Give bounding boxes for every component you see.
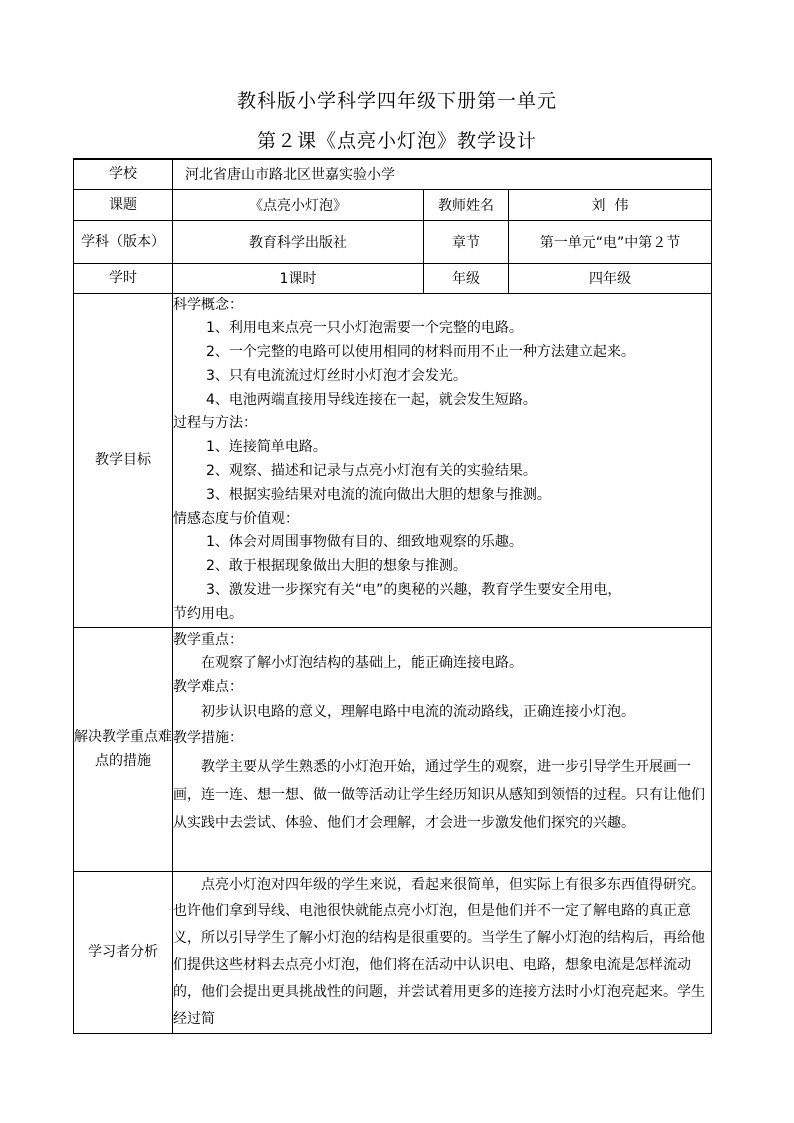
process-item: 2、观察、描述和记录与点亮小灯泡有关的实验结果。 [206, 463, 537, 480]
school-value: 河北省唐山市路北区世嘉实验小学 [173, 159, 712, 189]
difficulty-title: 教学难点： [173, 679, 243, 696]
measure-title: 教学措施： [173, 730, 243, 747]
keypoints-row [74, 627, 712, 871]
teacher-value: 刘 伟 [509, 189, 712, 220]
keypoints-content [173, 627, 712, 871]
attitude-item: 1、体会对周围事物做有目的、细致地观察的乐趣。 [206, 534, 523, 551]
subject-value: 教育科学出版社 [173, 220, 424, 263]
period-label: 学时 [74, 263, 173, 293]
learners-content [173, 871, 712, 1033]
goals-label: 教学目标 [74, 293, 173, 627]
concept-item: 1、利用电来点亮一只小灯泡需要一个完整的电路。 [206, 320, 523, 337]
concept-item: 3、只有电流流过灯丝时小灯泡才会发光。 [206, 367, 467, 384]
process-title: 过程与方法： [173, 415, 257, 432]
teacher-label: 教师姓名 [424, 189, 509, 220]
lesson-plan-table [73, 158, 712, 1034]
attitude-item: 3、激发进一步探究有关“电”的奥秘的兴趣，教育学生要安全用电， [206, 582, 622, 599]
process-item: 1、连接简单电路。 [206, 439, 327, 456]
topic-value: 《点亮小灯泡》 [173, 189, 424, 220]
keypoints-label: 解决教学重点难点的措施 [74, 627, 173, 871]
concept-item: 2、一个完整的电路可以使用相同的材料而用不止一种方法建立起来。 [206, 344, 635, 361]
grade-label: 年级 [424, 263, 509, 293]
learners-row [74, 871, 712, 1033]
grade-value: 四年级 [509, 263, 712, 293]
concept-item: 4、电池两端直接用导线连接在一起，就会发生短路。 [206, 391, 537, 408]
focus-text: 在观察了解小灯泡结构的基础上，能正确连接电路。 [201, 655, 523, 672]
goals-content [173, 293, 712, 627]
period-row [74, 263, 712, 293]
attitude-title: 情感态度与价值观： [173, 510, 299, 527]
school-label: 学校 [74, 159, 173, 189]
topic-label: 课题 [74, 189, 173, 220]
school-row [74, 159, 712, 189]
learners-label: 学习者分析 [74, 871, 173, 1033]
learners-text: 点亮小灯泡对四年级的学生来说，看起来很简单，但实际上有很多东西值得研究。也许他们拿到导线、电池很快就能点亮小灯泡，但是他们并不一定了解电路的真正意义，所以引导学生了解小灯泡的结构是很重要的。当学生了解小灯泡的结构后，再给他们提供这些材料去点亮小灯泡，他们将在活动中认识电、电路，想象电流是怎样流动的，他们会提出更具挑战性的问题，并尝试着用更多的连接方法时小灯泡亮起来。学生经过简 [173, 876, 705, 1027]
goals-row [74, 293, 712, 627]
measure-text: 教学主要从学生熟悉的小灯泡开始，通过学生的观察，进一步引导学生开展画一画，连一连、想一想、做一做等活动让学生经历知识从感知到领悟的过程。只有让他们从实践中去尝试、体验、他们才会理解，才会进一步激发他们探究的兴趣。 [173, 758, 705, 831]
concept-title: 科学概念： [173, 296, 243, 313]
chapter-value: 第一单元“电”中第２节 [509, 220, 712, 263]
topic-row [74, 189, 712, 220]
difficulty-text: 初步认识电路的意义，理解电路中电流的流动路线，正确连接小灯泡。 [201, 704, 635, 721]
chapter-label: 章节 [424, 220, 509, 263]
focus-title: 教学重点： [173, 631, 243, 648]
subject-label: 学科（版本） [74, 220, 173, 263]
subject-row [74, 220, 712, 263]
attitude-item: 2、敢于根据现象做出大胆的想象与推测。 [206, 558, 467, 575]
document-title: 教科版小学科学四年级下册第一单元 [236, 90, 557, 112]
period-value: 1课时 [173, 263, 424, 293]
attitude-item-tail: 节约用电。 [173, 605, 243, 622]
process-item: 3、根据实验结果对电流的流向做出大胆的想象与推测。 [206, 486, 551, 503]
lesson-title: 第２课《点亮小灯泡》教学设计 [256, 130, 537, 152]
